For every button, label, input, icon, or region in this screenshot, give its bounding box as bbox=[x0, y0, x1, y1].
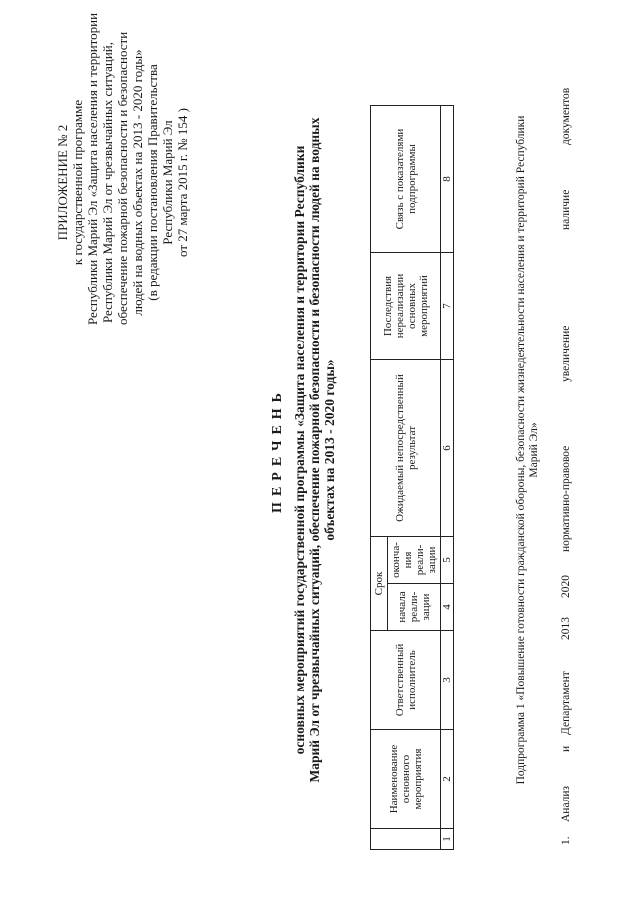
number-cell: 4 bbox=[441, 584, 454, 631]
header-cell-period: Срок bbox=[371, 537, 388, 631]
appendix-line: (в редакции постановления Правительства bbox=[145, 64, 160, 301]
header-cell-name: Наименование основного мероприятия bbox=[371, 730, 441, 829]
header-cell-end: оконча- ния реали- зации bbox=[388, 537, 441, 584]
header-cell-num bbox=[371, 829, 441, 850]
row-executor: Департамент bbox=[560, 671, 572, 735]
subprogram-line: Марий Эл» bbox=[528, 422, 540, 478]
number-cell: 6 bbox=[441, 360, 454, 537]
number-cell: 1 bbox=[441, 829, 454, 850]
appendix-line: ПРИЛОЖЕНИЕ № 2 bbox=[55, 124, 70, 241]
row-start: 2013 bbox=[560, 617, 572, 640]
row-consequences: увеличение bbox=[560, 325, 572, 382]
subtitle-line: Марий Эл от чрезвычайных ситуаций, обеспечение пожарной безопасности и безопасности людей на водных bbox=[307, 117, 322, 783]
appendix-line: к государственной программе bbox=[70, 99, 85, 266]
header-cell-executor: Ответственный исполнитель bbox=[371, 631, 441, 730]
row-name: Анализ bbox=[560, 785, 572, 822]
header-cell-result: Ожидаемый непосредственный результат bbox=[371, 360, 441, 537]
subprogram-line: Подпрограмма 1 «Повышение готовности гражданской обороны, безопасности жизнедеятельности населения и территорий Республики bbox=[515, 115, 527, 785]
row-number: 1. bbox=[560, 836, 572, 845]
measures-table bbox=[370, 105, 454, 850]
appendix-line: Республики Марий Эл «Защита населения и территории bbox=[85, 12, 100, 325]
number-cell: 3 bbox=[441, 631, 454, 730]
row-name-and: и bbox=[560, 745, 572, 752]
subtitle-line: объектах на 2013 - 2020 годы» bbox=[322, 359, 337, 541]
header-cell-consequences: Последствия нереализации основных мероприятий bbox=[371, 253, 441, 360]
subtitle-line: основных мероприятий государственной программы «Защита населения и территории Республики bbox=[292, 145, 307, 755]
appendix-line: от 27 марта 2015 г. № 154 ) bbox=[175, 108, 190, 257]
row-end: 2020 bbox=[560, 575, 572, 598]
document-title: ПЕРЕЧЕНЬ bbox=[270, 387, 285, 513]
number-cell: 7 bbox=[441, 253, 454, 360]
number-cell: 8 bbox=[441, 106, 454, 253]
table-header-row bbox=[371, 106, 388, 850]
document-sheet bbox=[40, 12, 600, 870]
header-cell-link: Связь с показателями подпрограммы bbox=[371, 106, 441, 253]
number-cell: 5 bbox=[441, 537, 454, 584]
appendix-block bbox=[55, 12, 190, 325]
appendix-line: обеспечение пожарной безопасности и безопасности bbox=[115, 31, 130, 325]
appendix-line: Республики Марий Эл от чрезвычайных ситуаций, bbox=[100, 42, 115, 324]
subprogram-heading bbox=[515, 50, 541, 850]
appendix-line: Республики Марий Эл bbox=[160, 120, 175, 245]
appendix-line: людей на водных объектах на 2013 - 2020 годы» bbox=[130, 49, 145, 316]
row-link-docs: документов bbox=[560, 87, 572, 145]
table-number-row bbox=[441, 106, 454, 850]
header-cell-start: начала реали- зации bbox=[388, 584, 441, 631]
row-result: нормативно-правовое bbox=[560, 445, 572, 552]
row-link: наличие bbox=[560, 189, 572, 230]
document-subtitle bbox=[292, 45, 337, 855]
number-cell: 2 bbox=[441, 730, 454, 829]
